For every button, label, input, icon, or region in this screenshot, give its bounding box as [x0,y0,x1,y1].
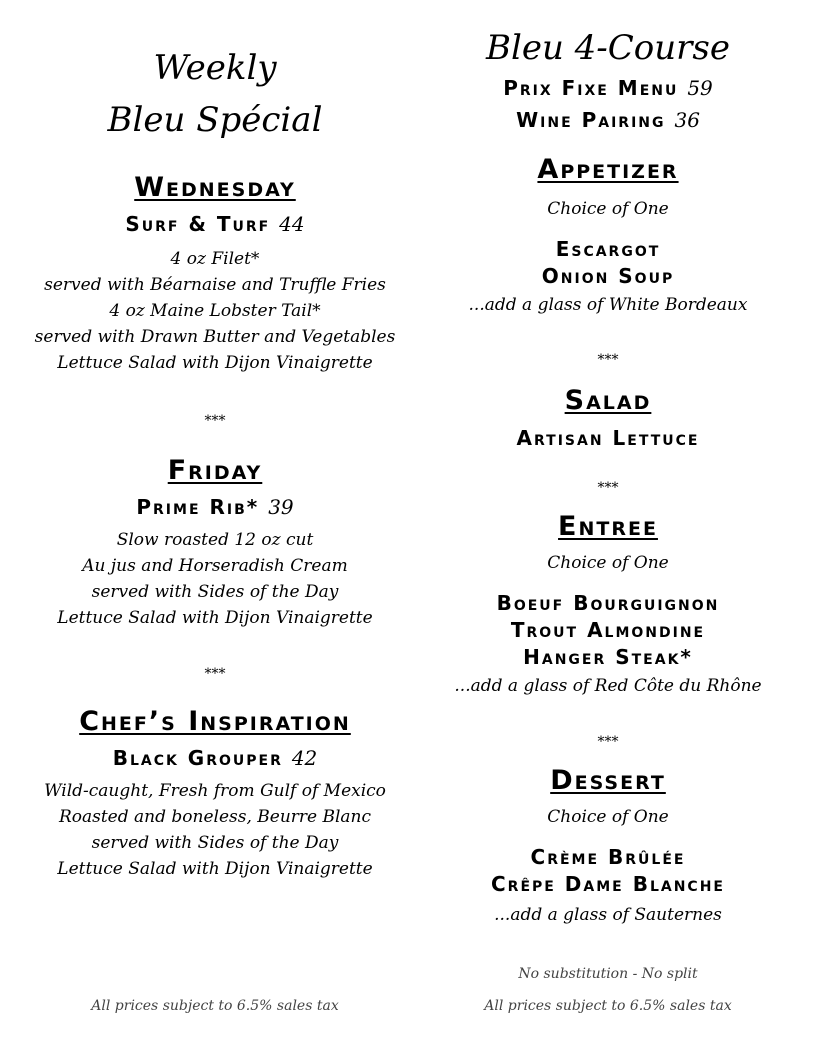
friday-item [20,495,410,519]
wednesday-item [20,212,410,236]
desc-line: Lettuce Salad with Dijon Vinaigrette [57,353,373,373]
separator: *** [204,413,226,429]
wine-pairing-line [420,108,796,132]
dessert-items [420,844,796,898]
wednesday-description [20,246,410,376]
desc-line: Lettuce Salad with Dijon Vinaigrette [57,608,373,628]
appetizer-heading: Appetizer [537,154,679,185]
separator: *** [597,734,619,750]
salad-items [420,426,796,450]
course-item: Trout Almondine [510,618,706,642]
desc-line: 4 oz Maine Lobster Tail* [109,301,321,321]
desc-line: served with Béarnaise and Truffle Fries [44,275,386,295]
friday-description [20,527,410,631]
choice-note: Choice of One [547,807,669,827]
item-price: 42 [291,746,318,770]
separator: *** [204,666,226,682]
desc-line: Roasted and boneless, Beurre Blanc [58,807,372,827]
wednesday-heading: Wednesday [134,172,296,203]
chef-description [20,778,410,882]
wine-pairing-label: Wine Pairing [516,108,666,132]
item-price: 39 [268,495,294,519]
prix-fixe-price: 59 [687,76,713,100]
item-name: Black Grouper [112,746,283,770]
pairing-note: ...add a glass of Red Côte du Rhône [454,676,762,696]
no-substitution-note: No substitution - No split [518,966,698,982]
tax-note: All prices subject to 6.5% sales tax [484,998,732,1014]
separator: *** [597,352,619,368]
prix-fixe-label: Prix Fixe Menu [503,76,679,100]
choice-note: Choice of One [547,199,669,219]
pairing-note: ...add a glass of Sauternes [494,905,722,925]
entree-items [420,590,796,671]
choice-note: Choice of One [547,553,669,573]
course-item: Crème Brûlée [530,845,686,869]
course-item: Hanger Steak* [523,645,693,669]
desc-line: 4 oz Filet* [170,249,260,269]
separator: *** [597,480,619,496]
course-item: Crêpe Dame Blanche [491,872,725,896]
desc-line: served with Sides of the Day [91,833,339,853]
course-item: Onion Soup [541,264,675,288]
tax-note: All prices subject to 6.5% sales tax [91,998,339,1014]
weekly-title-line2: Bleu Spécial [107,100,323,140]
course-item: Escargot [555,237,661,261]
desc-line: Au jus and Horseradish Cream [82,556,348,576]
friday-heading: Friday [167,455,263,486]
appetizer-items [420,236,796,290]
desc-line: served with Sides of the Day [91,582,339,602]
four-course-title: Bleu 4-Course [485,28,730,68]
salad-heading: Salad [564,385,652,416]
prix-fixe-line [420,76,796,100]
weekly-title-line1: Weekly [153,48,277,88]
desc-line: Wild-caught, Fresh from Gulf of Mexico [44,781,386,801]
item-name: Prime Rib* [136,495,260,519]
dessert-heading: Dessert [550,765,666,796]
desc-line: Slow roasted 12 oz cut [116,530,314,550]
course-item: Boeuf Bourguignon [496,591,720,615]
pairing-note: ...add a glass of White Bordeaux [468,295,748,315]
chef-item [20,746,410,770]
chef-inspiration-heading: Chef’s Inspiration [79,706,351,737]
item-price: 44 [279,212,305,236]
wine-pairing-price: 36 [674,108,700,132]
entree-heading: Entree [558,511,658,542]
course-item: Artisan Lettuce [516,426,700,450]
desc-line: served with Drawn Butter and Vegetables [34,327,396,347]
desc-line: Lettuce Salad with Dijon Vinaigrette [57,859,373,879]
item-name: Surf & Turf [125,212,271,236]
